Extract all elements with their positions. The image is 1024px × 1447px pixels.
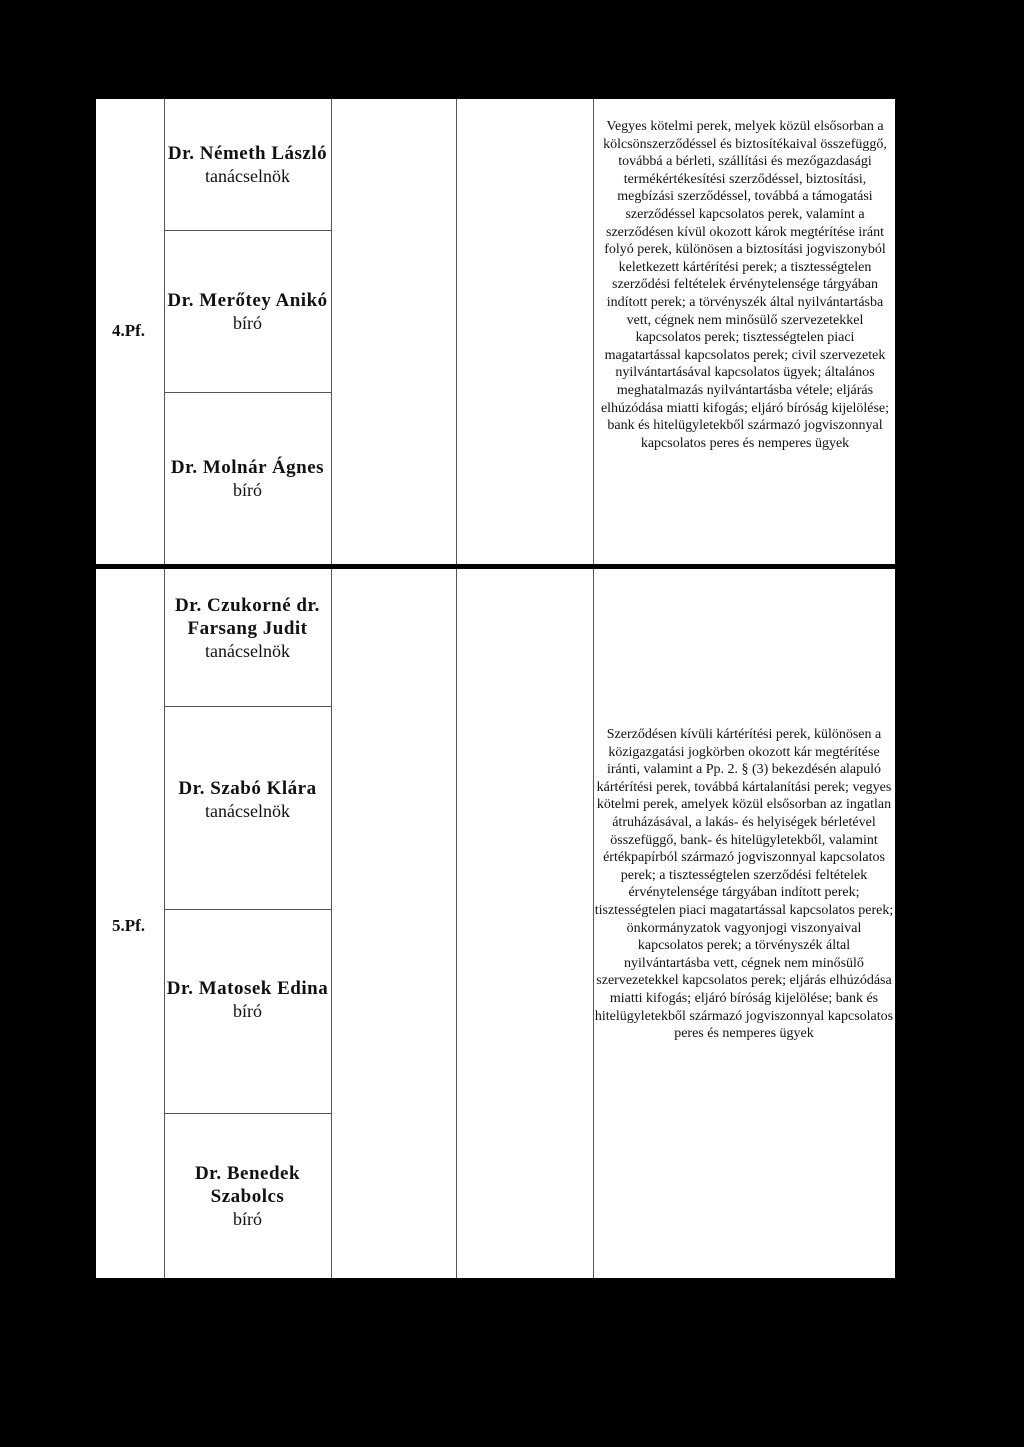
judge-role: bíró xyxy=(233,313,262,333)
judge-role: bíró xyxy=(233,480,262,500)
judge-role: tanácselnök xyxy=(205,641,290,661)
judge-role: bíró xyxy=(233,1001,262,1021)
judge-entry xyxy=(164,456,331,502)
judge-role: bíró xyxy=(233,1209,262,1229)
judge-role: tanácselnök xyxy=(205,801,290,821)
row-4pf-block xyxy=(96,99,895,564)
judge-entry xyxy=(164,977,331,1023)
judge-name: Dr. Czukorné dr. Farsang Judit xyxy=(175,595,320,639)
judge-entry xyxy=(164,289,331,335)
judge-entry xyxy=(164,142,331,188)
judge-entry xyxy=(164,1162,331,1231)
case-code: 4.Pf. xyxy=(112,321,146,340)
judge-name: Dr. Szabó Klára xyxy=(178,778,317,799)
judge-entry xyxy=(164,594,331,663)
judge-name: Dr. Molnár Ágnes xyxy=(170,457,325,478)
case-description: Szerződésen kívüli kártérítési perek, különösen a közigazgatási jogkörben okozott kár megtérítése iránti, valamint a Pp. 2. § (3) bekezdésén alapuló kártérítési perek, továbbá kártalanítási perek; vegyes kötelmi perek, amelyek közül elsősorban az ingatlan átruházásával, a lakás- és helyiségek bérletével összefüggő, bank- és hitelügyletekből, valamint értékpapírból származó jogviszonnyal kapcsolatos perek; a tisztességtelen szerződési feltételek érvénytelensége tárgyában indított perek; tisztességtelen piaci magatartással kapcsolatos perek; önkormányzatok vagyonjogi viszonyaival kapcsolatos perek; a törvényszék által nyilvántartásba vett, cégnek nem minősülő szervezetekkel kapcsolatos perek; eljárás elhúzódása miatti kifogás; eljáró bíróság kijelölése; bank és hitelügyletekből származó jogviszonnyal kapcsolatos peres és nemperes ügyek xyxy=(594,727,894,1042)
row-5pf-block xyxy=(96,569,895,1278)
judge-name: Dr. Matosek Edina xyxy=(166,978,329,999)
case-description: Vegyes kötelmi perek, melyek közül elsősorban a kölcsönszerződéssel és biztosítékaival összefüggő, továbbá a bérleti, szállítási és mezőgazdasági termékértékesítési szerződéssel, biztosítási, megbízási szerződéssel, továbbá a támogatási szerződéssel kapcsolatos perek, valamint a szerződésen kívül okozott károk megtérítése iránt folyó perek, különösen a biztosítási jogviszonyból keletkezett kártérítési perek; a tisztességtelen szerződési feltételek érvénytelensége tárgyában indított perek; a törvényszék által nyilvántartásba vett, cégnek nem minősülő szervezetekkel kapcsolatos perek; tisztességtelen piaci magatartással kapcsolatos perek; civil szervezetek nyilvántartásával kapcsolatos ügyek; általános meghatalmazás nyilvántartásba vétele; eljárás elhúzódása miatti kifogás; eljáró bíróság kijelölése; bank és hitelügyletekből származó jogviszonnyal kapcsolatos peres és nemperes ügyek xyxy=(600,119,890,451)
judge-role: tanácselnök xyxy=(205,166,290,186)
judge-name: Dr. Merőtey Anikó xyxy=(167,290,328,311)
judge-entry xyxy=(164,777,331,823)
judge-name: Dr. Benedek Szabolcs xyxy=(194,1163,301,1207)
case-code: 5.Pf. xyxy=(112,916,146,935)
judge-name: Dr. Németh László xyxy=(167,143,328,164)
